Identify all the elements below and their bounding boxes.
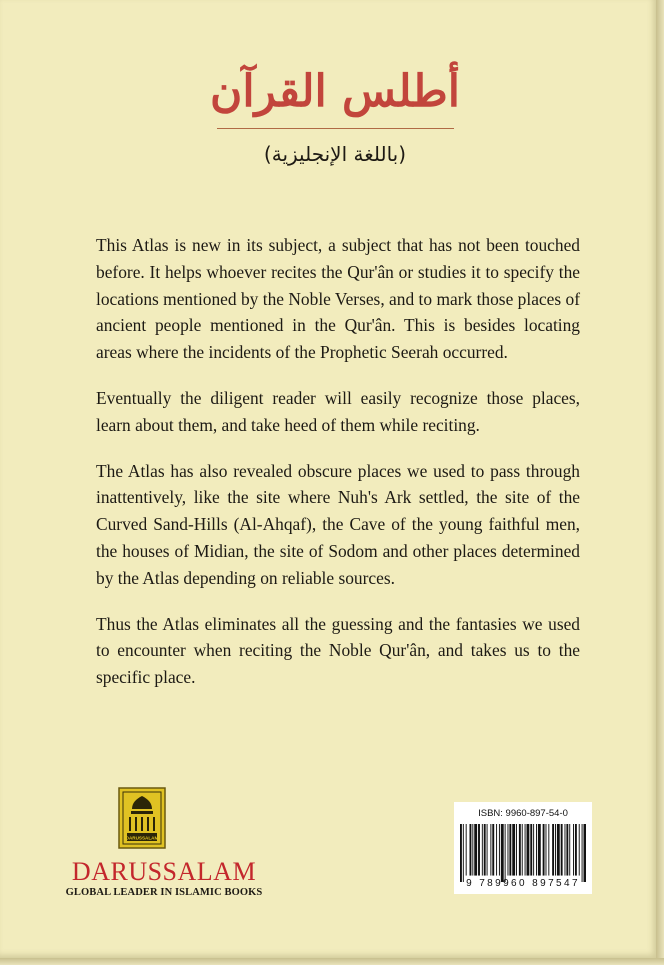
barcode-bar <box>512 824 515 876</box>
book-edge-bottom <box>0 958 664 965</box>
barcode-bar <box>499 824 500 876</box>
barcode-bar <box>474 824 477 876</box>
logo-wordmark: DARUSSALAM <box>125 835 159 841</box>
barcode-bar <box>463 824 464 882</box>
barcode-bar <box>490 824 491 876</box>
barcode-bar <box>573 824 574 876</box>
barcode-bar <box>546 824 547 876</box>
barcode-bar <box>501 824 504 882</box>
barcode-panel <box>454 802 592 894</box>
barcode-bar <box>527 824 530 876</box>
darussalam-logo-icon <box>118 787 166 849</box>
barcode-bar <box>530 824 532 876</box>
barcode-bar <box>557 824 560 876</box>
barcode-bar <box>487 824 488 876</box>
publisher-tagline: GLOBAL LEADER IN ISLAMIC BOOKS <box>65 887 263 898</box>
barcode-bar <box>548 824 549 876</box>
blurb-paragraph-4: Thus the Atlas eliminates all the guessing and the fantasies we used to encounter when reciting the Noble Qur'ân, and takes us to the specific place. <box>96 613 580 688</box>
barcode-bar <box>482 824 483 876</box>
barcode-bar <box>575 824 577 876</box>
barcode-bar <box>582 824 583 882</box>
barcode-bar <box>508 824 509 876</box>
blurb-paragraph-1: This Atlas is new in its subject, a subject that has not been touched before. It helps whoever recites the Qur'ân or studies it to specify the locations mentioned by the Noble Verses, and to mark those places of ancient people mentioned in the Qur'ân. This is besides locating areas where the incidents of the Prophetic Seerah occurred. <box>96 235 580 363</box>
barcode-bar <box>584 824 587 882</box>
barcode-bar <box>555 824 556 876</box>
barcode-bar <box>538 824 541 876</box>
barcode-bar <box>533 824 534 876</box>
barcode-bar <box>543 824 545 876</box>
barcode-digits: 9 789960 897547 <box>466 878 580 889</box>
barcode-bar <box>565 824 566 876</box>
barcode-bar <box>460 824 462 882</box>
blurb-paragraph-2: Eventually the diligent reader will easily recognize those places, learn about them, and take heed of them while reciting. <box>96 387 580 435</box>
barcode-bar <box>525 824 526 876</box>
barcode-bar <box>569 824 570 876</box>
barcode-bar <box>484 824 486 876</box>
isbn-label: ISBN: 9960-897-54-0 <box>478 808 568 819</box>
barcode-bar <box>536 824 537 876</box>
arabic-title: أطلس القرآن <box>210 66 460 117</box>
barcode-bar <box>472 824 473 876</box>
barcode-bar <box>552 824 554 876</box>
barcode-bar <box>561 824 563 876</box>
barcode-bar <box>470 824 472 876</box>
barcode-icon <box>460 824 586 882</box>
barcode-bar <box>579 824 580 876</box>
barcode-bar <box>466 824 467 876</box>
title-divider <box>217 128 454 129</box>
barcode-bar <box>478 824 480 876</box>
barcode-bar <box>505 824 506 882</box>
barcode-bar <box>509 824 511 876</box>
barcode-bar <box>496 824 497 876</box>
barcode-bar <box>522 824 523 876</box>
barcode-bar <box>492 824 494 876</box>
cover-blurb <box>96 232 580 710</box>
barcode-bar <box>519 824 521 876</box>
barcode-bar <box>566 824 568 876</box>
arabic-subtitle: (باللغة الإنجليزية) <box>263 142 407 166</box>
barcode-bar <box>516 824 517 876</box>
blurb-paragraph-3: The Atlas has also revealed obscure places we used to pass through inattentively, like the site where Nuh's Ark settled, the site of the Curved Sand-Hills (Al-Ahqaf), the Cave of the young faithful men, the houses of Midian, the site of Sodom and other places determined by the Atlas depending on reliable sources. <box>96 460 580 588</box>
book-edge-right <box>656 0 664 965</box>
publisher-name: DARUSSALAM <box>71 857 257 886</box>
